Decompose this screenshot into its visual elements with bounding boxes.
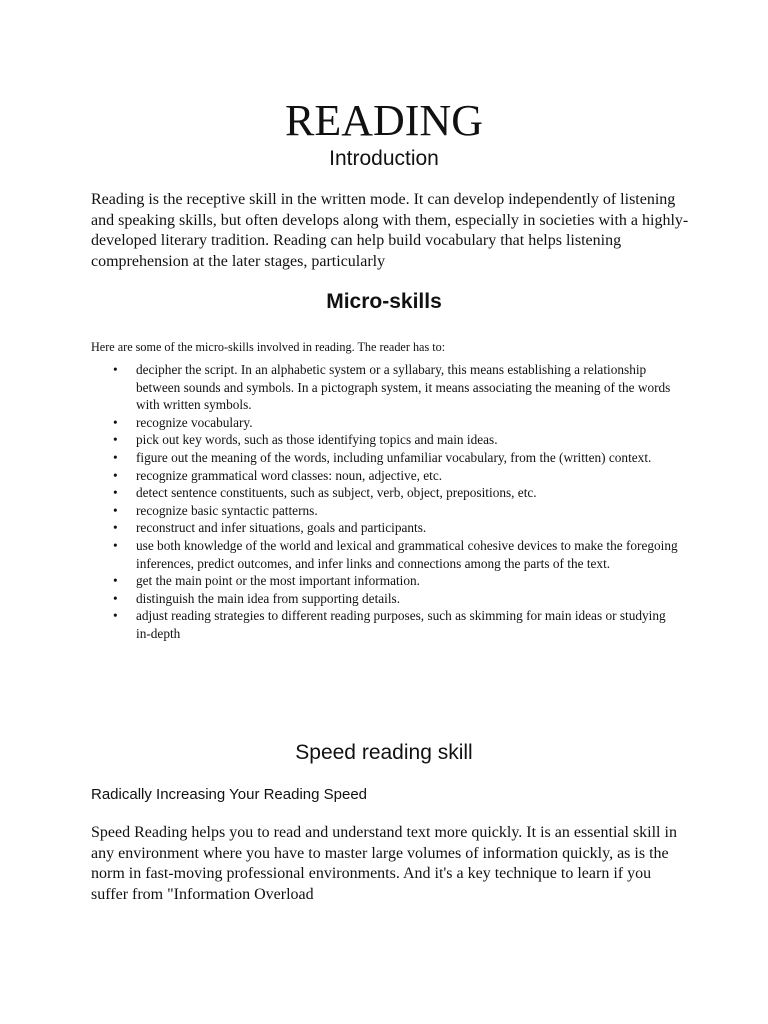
document-title: READING bbox=[285, 96, 483, 145]
list-item-text: pick out key words, such as those identifying topics and main ideas. bbox=[136, 432, 498, 448]
list-item bbox=[91, 502, 683, 520]
list-item bbox=[91, 449, 683, 467]
list-item-text: recognize grammatical word classes: noun, adjective, etc. bbox=[136, 467, 443, 483]
list-item bbox=[91, 361, 683, 414]
list-item-text: decipher the script. In an alphabetic system or a syllabary, this means establishing a relationship between sounds and symbols. In a pictograph system, it means associating the meaning of the words with written symbols. bbox=[136, 362, 671, 413]
list-item bbox=[91, 519, 683, 537]
list-item bbox=[91, 607, 683, 642]
list-item bbox=[91, 484, 683, 502]
intro-paragraph: Reading is the receptive skill in the written mode. It can develop independently of listening and speaking skills, but often develops along with them, especially in societies with a highly-developed literary tradition. Reading can help build vocabulary that helps listening comprehension at the later stages, particularly bbox=[91, 191, 689, 270]
bullet-icon: • bbox=[113, 485, 118, 501]
document-subtitle: Introduction bbox=[329, 147, 439, 170]
list-item bbox=[91, 572, 683, 590]
bullet-icon: • bbox=[113, 608, 118, 624]
list-item bbox=[91, 467, 683, 485]
list-item-text: adjust reading strategies to different reading purposes, such as skimming for main ideas or studying in-depth bbox=[136, 608, 666, 641]
bullet-icon: • bbox=[113, 520, 118, 536]
bullet-icon: • bbox=[113, 502, 118, 518]
list-item bbox=[91, 431, 683, 449]
micro-skills-heading: Micro-skills bbox=[326, 290, 442, 313]
list-item bbox=[91, 537, 683, 572]
list-item-text: distinguish the main idea from supporting details. bbox=[136, 590, 401, 606]
bullet-icon: • bbox=[113, 467, 118, 483]
list-item bbox=[91, 414, 683, 432]
micro-skills-list bbox=[91, 361, 683, 643]
bullet-icon: • bbox=[113, 362, 118, 377]
list-item bbox=[91, 590, 683, 608]
list-item-text: recognize basic syntactic patterns. bbox=[136, 502, 318, 518]
speed-reading-heading: Speed reading skill bbox=[295, 741, 473, 764]
bullet-icon: • bbox=[113, 449, 118, 465]
list-item-text: reconstruct and infer situations, goals and participants. bbox=[136, 520, 427, 536]
list-item-text: figure out the meaning of the words, including unfamiliar vocabulary, from the (written) context. bbox=[136, 449, 652, 465]
bullet-icon: • bbox=[113, 573, 118, 589]
list-item-text: recognize vocabulary. bbox=[136, 414, 253, 430]
bullet-icon: • bbox=[113, 590, 118, 606]
list-item-text: get the main point or the most important information. bbox=[136, 573, 420, 589]
bullet-icon: • bbox=[113, 414, 118, 430]
speed-reading-paragraph: Speed Reading helps you to read and understand text more quickly. It is an essential skill in any environment where you have to master large volumes of information quickly, as is the norm in fast-moving professional environments. And it's a key technique to learn if you suffer from "Information Overload bbox=[91, 824, 677, 903]
list-item-text: use both knowledge of the world and lexical and grammatical cohesive devices to make the foregoing inferences, predict outcomes, and infer links and connections among the parts of the text. bbox=[136, 537, 678, 571]
bullet-icon: • bbox=[113, 432, 118, 448]
micro-skills-lead: Here are some of the micro-skills involved in reading. The reader has to: bbox=[91, 340, 446, 354]
bullet-icon: • bbox=[113, 537, 118, 553]
speed-reading-subheading: Radically Increasing Your Reading Speed bbox=[91, 786, 368, 803]
list-item-text: detect sentence constituents, such as subject, verb, object, prepositions, etc. bbox=[136, 485, 537, 501]
